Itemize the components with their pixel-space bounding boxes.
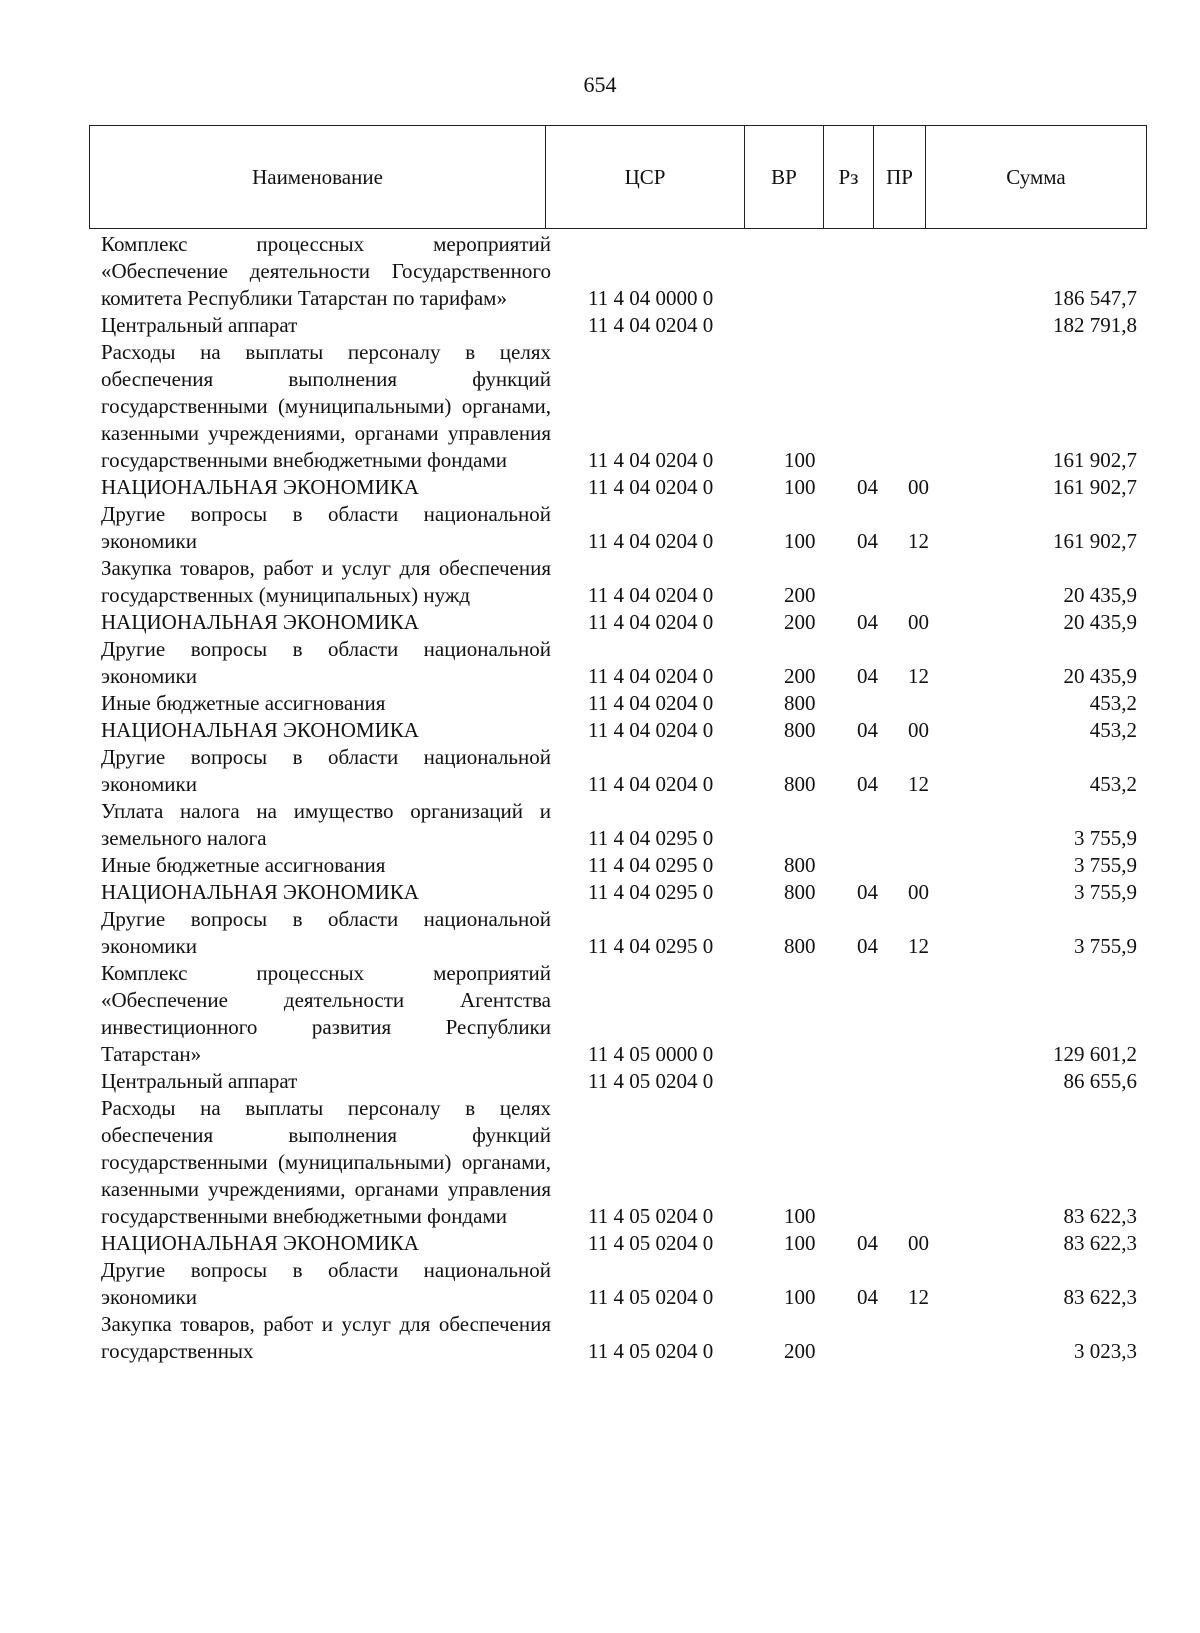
header-csr: ЦСР: [546, 126, 745, 229]
table-body: [0, 231, 1200, 1365]
row-sum: 20 435,9: [1063, 664, 1137, 688]
row-rz: 04: [857, 934, 878, 958]
row-csr: 11 4 04 0204 0: [588, 475, 714, 499]
row-pr: 00: [908, 880, 929, 904]
row-rz: 04: [857, 1231, 878, 1255]
row-name: Иные бюджетные ассигнования: [101, 853, 386, 877]
row-vr: 200: [784, 610, 816, 634]
table-row: [0, 1230, 1200, 1257]
row-vr: 100: [784, 529, 816, 553]
row-name: НАЦИОНАЛЬНАЯ ЭКОНОМИКА: [101, 880, 419, 904]
row-pr: 00: [908, 1231, 929, 1255]
row-pr: 12: [908, 664, 929, 688]
table-row: [0, 690, 1200, 717]
row-vr: 800: [784, 718, 816, 742]
table-row: [0, 231, 1200, 312]
row-vr: 100: [784, 448, 816, 472]
table-row: [0, 312, 1200, 339]
table-row: [0, 717, 1200, 744]
row-sum: 161 902,7: [1053, 475, 1137, 499]
row-rz: 04: [857, 1285, 878, 1309]
row-sum: 453,2: [1089, 691, 1137, 715]
row-csr: 11 4 05 0000 0: [588, 1042, 714, 1066]
row-vr: 100: [784, 1285, 816, 1309]
row-sum: 3 755,9: [1074, 853, 1137, 877]
row-csr: 11 4 04 0204 0: [588, 718, 714, 742]
row-csr: 11 4 04 0204 0: [588, 772, 714, 796]
row-csr: 11 4 05 0204 0: [588, 1069, 714, 1093]
row-sum: 186 547,7: [1053, 286, 1137, 310]
row-sum: 20 435,9: [1063, 583, 1137, 607]
row-sum: 83 622,3: [1063, 1204, 1137, 1228]
row-csr: 11 4 04 0204 0: [588, 583, 714, 607]
row-name: Закупка товаров, работ и услуг для обеспечения государственных (муниципальных) нужд: [101, 556, 551, 607]
row-pr: 00: [908, 610, 929, 634]
row-csr: 11 4 04 0295 0: [588, 853, 714, 877]
table-row: [0, 1311, 1200, 1365]
row-sum: 3 755,9: [1074, 880, 1137, 904]
row-pr: 12: [908, 1285, 929, 1309]
row-rz: 04: [857, 475, 878, 499]
table-row: [0, 879, 1200, 906]
row-sum: 3 755,9: [1074, 934, 1137, 958]
row-name: Закупка товаров, работ и услуг для обеспечения государственных: [101, 1312, 551, 1363]
row-pr: 12: [908, 772, 929, 796]
row-rz: 04: [857, 718, 878, 742]
row-name: Центральный аппарат: [101, 313, 298, 337]
row-rz: 04: [857, 664, 878, 688]
row-csr: 11 4 04 0204 0: [588, 664, 714, 688]
row-rz: 04: [857, 610, 878, 634]
row-name: Иные бюджетные ассигнования: [101, 691, 386, 715]
row-name: Центральный аппарат: [101, 1069, 298, 1093]
row-vr: 200: [784, 1339, 816, 1363]
row-csr: 11 4 04 0295 0: [588, 934, 714, 958]
table-row: [0, 609, 1200, 636]
row-sum: 129 601,2: [1053, 1042, 1137, 1066]
row-name: НАЦИОНАЛЬНАЯ ЭКОНОМИКА: [101, 475, 419, 499]
table-row: [0, 555, 1200, 609]
row-vr: 800: [784, 934, 816, 958]
row-sum: 453,2: [1089, 718, 1137, 742]
page-number: 654: [583, 72, 617, 97]
row-name: Расходы на выплаты персоналу в целях обеспечения выполнения функций государственными (муниципальными) органами, казенными учреждениями, органами управления государственными внебюджетными фондами: [101, 1096, 551, 1228]
row-vr: 100: [784, 1204, 816, 1228]
header-rz: Рз: [824, 126, 874, 229]
row-vr: 100: [784, 1231, 816, 1255]
table-row: [0, 339, 1200, 474]
table-row: [0, 501, 1200, 555]
row-csr: 11 4 04 0204 0: [588, 313, 714, 337]
row-name: Другие вопросы в области национальной экономики: [101, 745, 551, 796]
row-pr: 12: [908, 529, 929, 553]
row-sum: 86 655,6: [1063, 1069, 1137, 1093]
row-rz: 04: [857, 529, 878, 553]
row-sum: 3 755,9: [1074, 826, 1137, 850]
table-row: [0, 1068, 1200, 1095]
row-csr: 11 4 04 0204 0: [588, 529, 714, 553]
header-vr: ВР: [745, 126, 824, 229]
row-pr: 12: [908, 934, 929, 958]
row-sum: 83 622,3: [1063, 1231, 1137, 1255]
row-pr: 00: [908, 475, 929, 499]
row-vr: 800: [784, 691, 816, 715]
row-sum: 161 902,7: [1053, 448, 1137, 472]
row-name: Другие вопросы в области национальной экономики: [101, 907, 551, 958]
row-pr: 00: [908, 718, 929, 742]
table-row: [0, 1095, 1200, 1230]
row-csr: 11 4 04 0295 0: [588, 826, 714, 850]
table-row: [0, 960, 1200, 1068]
table-row: [0, 798, 1200, 852]
row-name: Другие вопросы в области национальной экономики: [101, 502, 551, 553]
table-row: [0, 852, 1200, 879]
table-row: [0, 474, 1200, 501]
row-csr: 11 4 04 0204 0: [588, 448, 714, 472]
table-row: [0, 636, 1200, 690]
table-row: [0, 744, 1200, 798]
row-sum: 182 791,8: [1053, 313, 1137, 337]
row-name: НАЦИОНАЛЬНАЯ ЭКОНОМИКА: [101, 718, 419, 742]
row-name: Комплекс процессных мероприятий «Обеспечение деятельности Государственного комитета Республики Татарстан по тарифам»: [101, 232, 551, 310]
header-sum: Сумма: [926, 126, 1147, 229]
row-sum: 20 435,9: [1063, 610, 1137, 634]
row-vr: 800: [784, 880, 816, 904]
row-vr: 100: [784, 475, 816, 499]
row-csr: 11 4 05 0204 0: [588, 1204, 714, 1228]
row-csr: 11 4 04 0295 0: [588, 880, 714, 904]
row-sum: 3 023,3: [1074, 1339, 1137, 1363]
header-name: Наименование: [90, 126, 546, 229]
row-name: Расходы на выплаты персоналу в целях обеспечения выполнения функций государственными (муниципальными) органами, казенными учреждениями, органами управления государственными внебюджетными фондами: [101, 340, 551, 472]
row-vr: 800: [784, 772, 816, 796]
row-csr: 11 4 05 0204 0: [588, 1285, 714, 1309]
row-name: Другие вопросы в области национальной экономики: [101, 1258, 551, 1309]
row-name: Уплата налога на имущество организаций и земельного налога: [101, 799, 551, 850]
row-rz: 04: [857, 880, 878, 904]
table-row: [0, 906, 1200, 960]
table-header: [89, 125, 1147, 229]
row-rz: 04: [857, 772, 878, 796]
row-sum: 83 622,3: [1063, 1285, 1137, 1309]
row-csr: 11 4 04 0204 0: [588, 691, 714, 715]
row-name: Комплекс процессных мероприятий «Обеспечение деятельности Агентства инвестиционного развития Республики Татарстан»: [101, 961, 551, 1066]
row-sum: 453,2: [1089, 772, 1137, 796]
header-pr: ПР: [874, 126, 926, 229]
row-name: НАЦИОНАЛЬНАЯ ЭКОНОМИКА: [101, 1231, 419, 1255]
row-vr: 800: [784, 853, 816, 877]
row-sum: 161 902,7: [1053, 529, 1137, 553]
row-csr: 11 4 04 0204 0: [588, 610, 714, 634]
row-vr: 200: [784, 583, 816, 607]
row-csr: 11 4 05 0204 0: [588, 1231, 714, 1255]
row-vr: 200: [784, 664, 816, 688]
row-name: Другие вопросы в области национальной экономики: [101, 637, 551, 688]
row-csr: 11 4 05 0204 0: [588, 1339, 714, 1363]
row-csr: 11 4 04 0000 0: [588, 286, 714, 310]
table-row: [0, 1257, 1200, 1311]
row-name: НАЦИОНАЛЬНАЯ ЭКОНОМИКА: [101, 610, 419, 634]
